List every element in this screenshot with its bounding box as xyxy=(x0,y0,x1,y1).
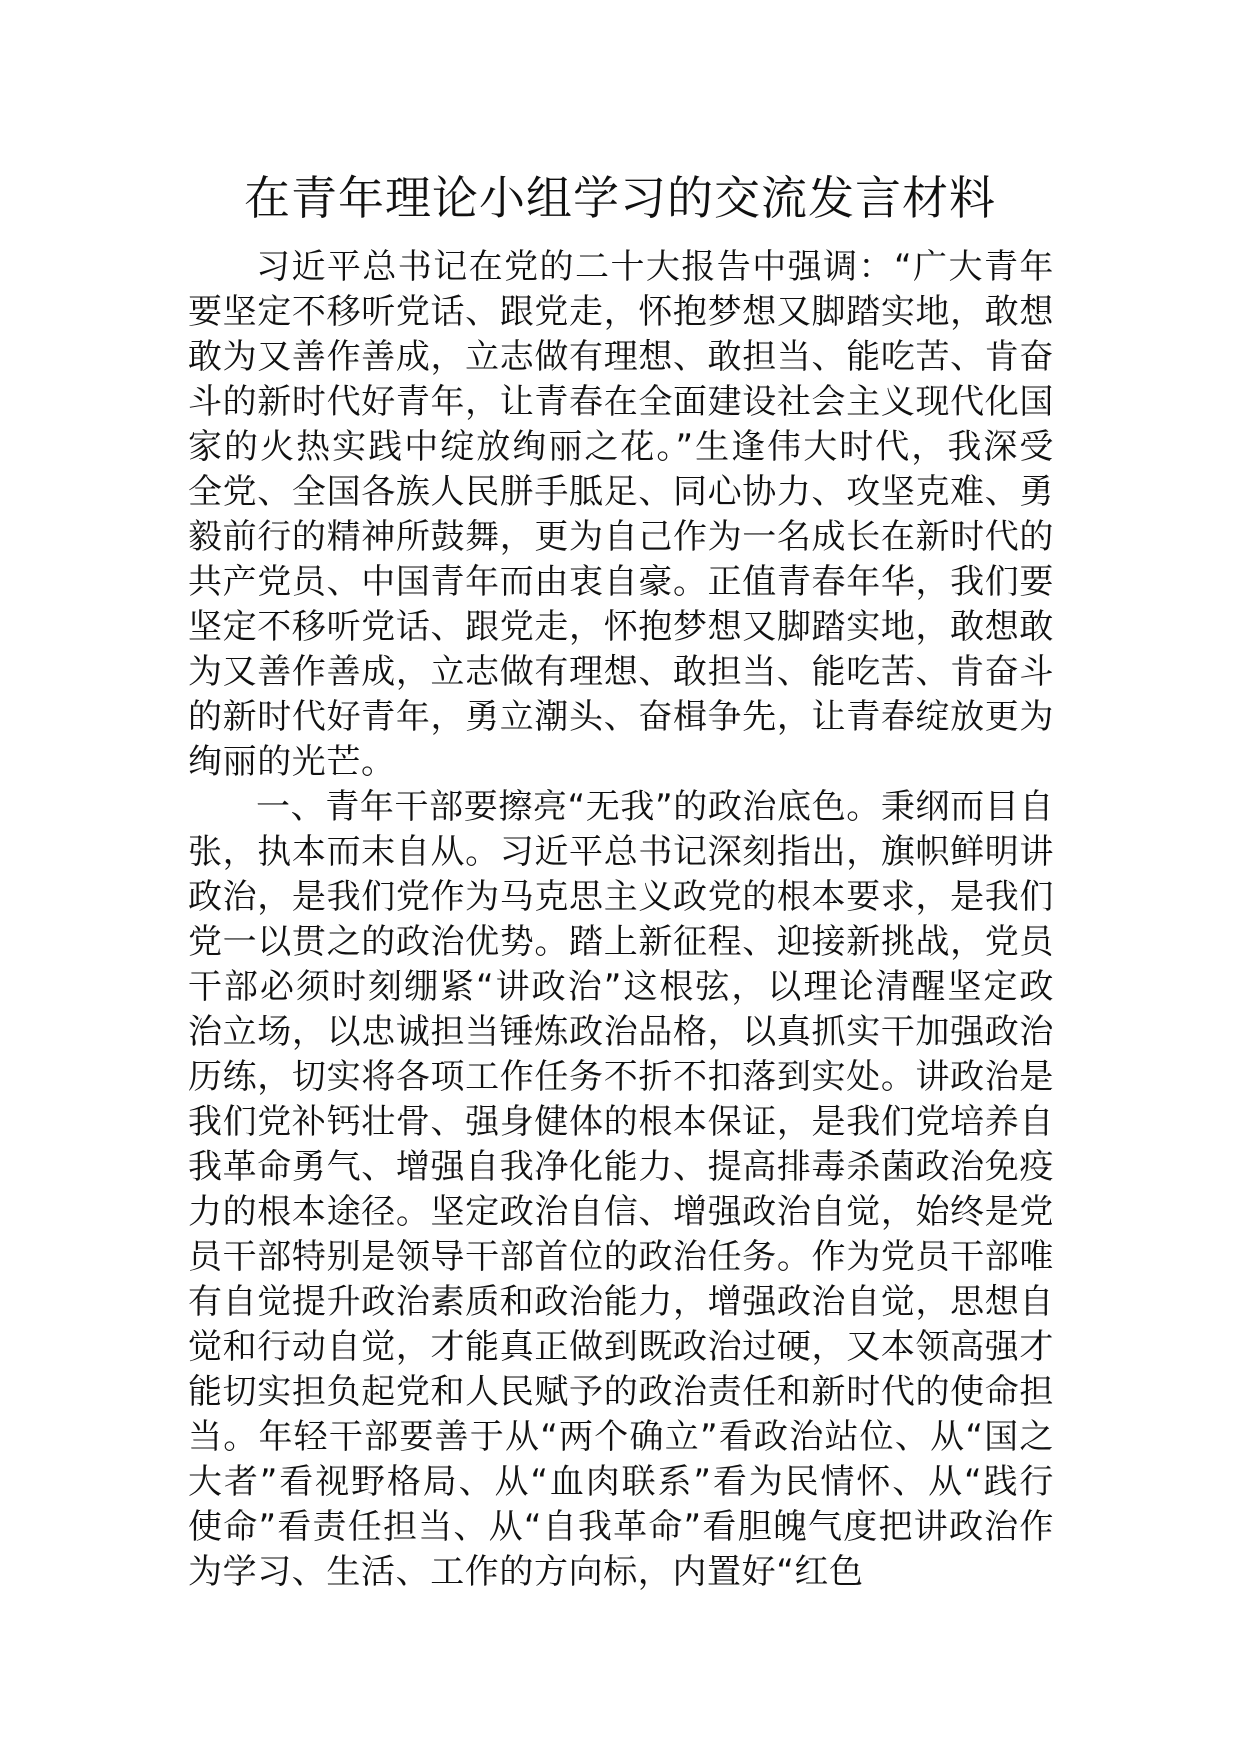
document-body xyxy=(188,245,1054,1595)
paragraph-section-one: 一、青年干部要擦亮“无我”的政治底色。秉纲而目自张，执本而末自从。习近平总书记深刻指出，旗帜鲜明讲政治，是我们党作为马克思主义政党的根本要求，是我们党一以贯之的政治优势。踏上新征程、迎接新挑战，党员干部必须时刻绷紧“讲政治”这根弦，以理论清醒坚定政治立场，以忠诚担当锤炼政治品格，以真抓实干加强政治历练，切实将各项工作任务不折不扣落到实处。讲政治是我们党补钙壮骨、强身健体的根本保证，是我们党培养自我革命勇气、增强自我净化能力、提高排毒杀菌政治免疫力的根本途径。坚定政治自信、增强政治自觉，始终是党员干部特别是领导干部首位的政治任务。作为党员干部唯有自觉提升政治素质和政治能力，增强政治自觉，思想自觉和行动自觉，才能真正做到既政治过硬，又本领高强才能切实担负起党和人民赋予的政治责任和新时代的使命担当。年轻干部要善于从“两个确立”看政治站位、从“国之大者”看视野格局、从“血肉联系”看为民情怀、从“践行使命”看责任担当、从“自我革命”看胆魄气度把讲政治作为学习、生活、工作的方向标，内置好“红色 xyxy=(188,787,1054,1592)
paragraph-intro: 习近平总书记在党的二十大报告中强调：“广大青年要坚定不移听党话、跟党走，怀抱梦想又脚踏实地，敢想敢为又善作善成，立志做有理想、敢担当、能吃苦、肯奋斗的新时代好青年，让青春在全面建设社会主义现代化国家的火热实践中绽放绚丽之花。”生逢伟大时代，我深受全党、全国各族人民胼手胝足、同心协力、攻坚克难、勇毅前行的精神所鼓舞，更为自己作为一名成长在新时代的共产党员、中国青年而由衷自豪。正值青春年华，我们要坚定不移听党话、跟党走，怀抱梦想又脚踏实地，敢想敢为又善作善成，立志做有理想、敢担当、能吃苦、肯奋斗的新时代好青年，勇立潮头、奋楫争先，让青春绽放更为绚丽的光芒。 xyxy=(188,247,1054,782)
document-title: 在青年理论小组学习的交流发言材料 xyxy=(244,171,996,225)
